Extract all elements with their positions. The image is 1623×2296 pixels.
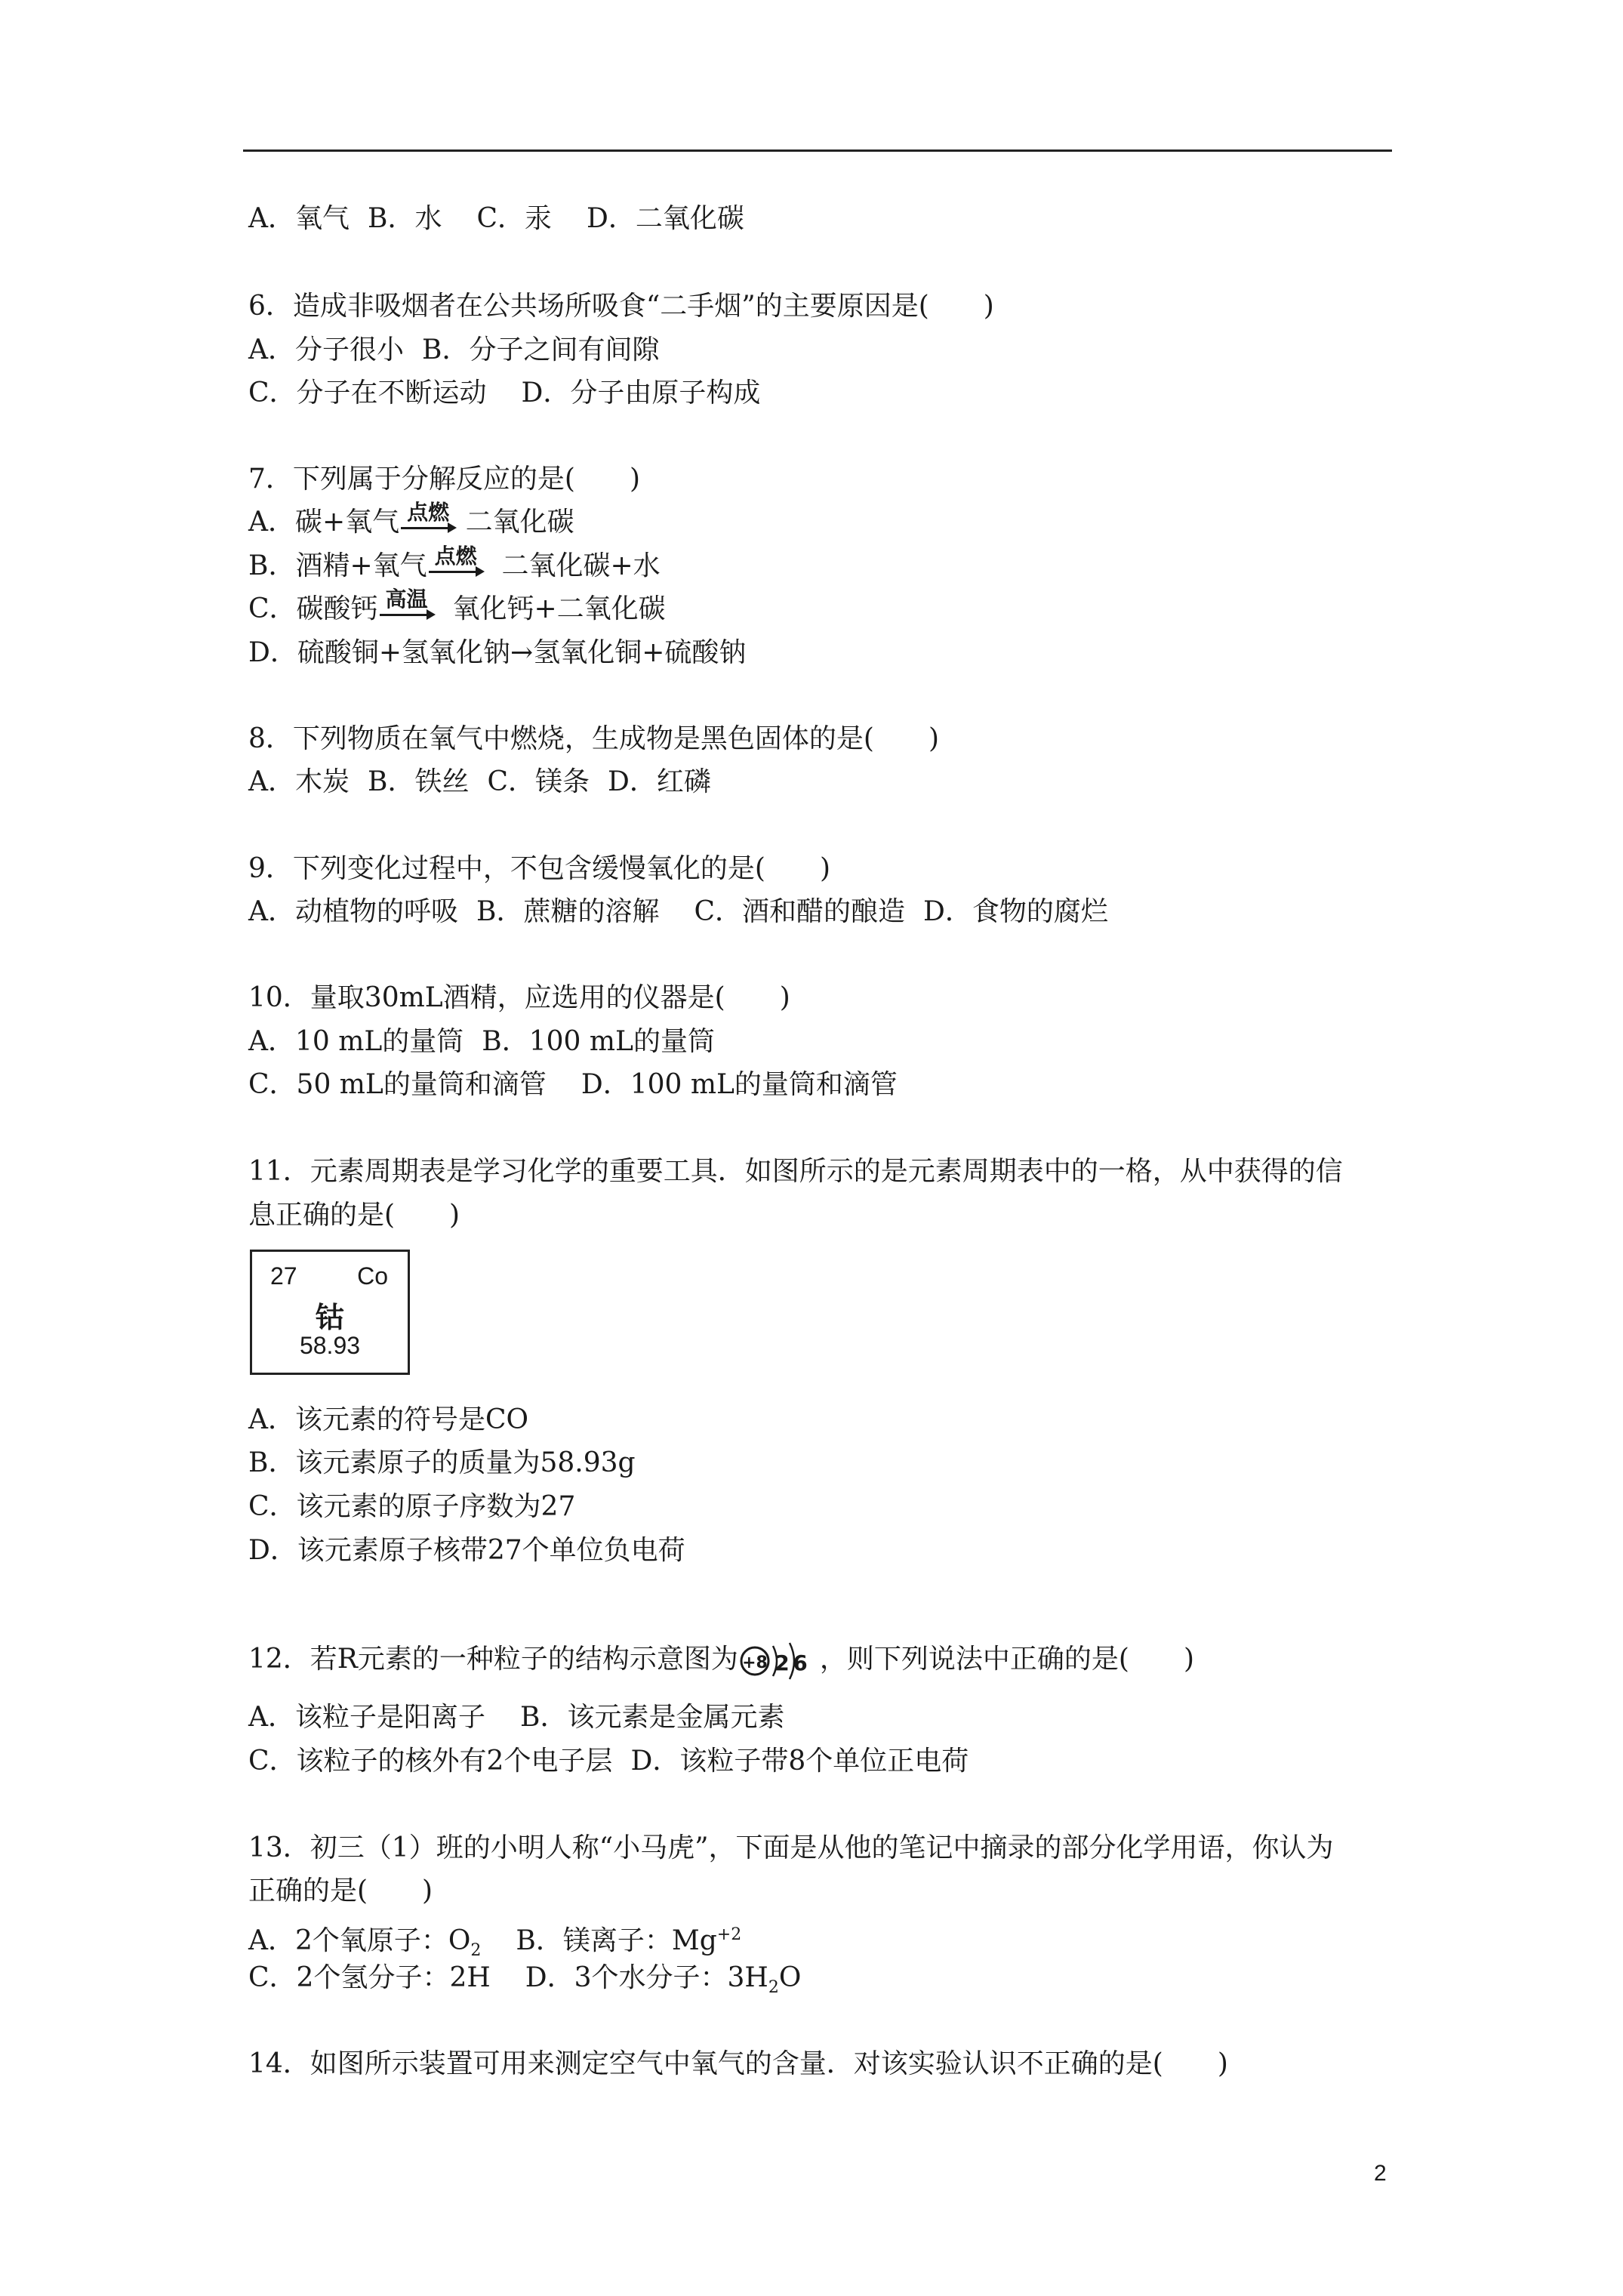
q5-options	[248, 202, 744, 236]
q11-stem-line2: 息正确的是( )	[248, 1200, 460, 1231]
q7-option-d: D．硫酸铜+氢氧化钠→氢氧化铜+硫酸钠	[248, 637, 747, 668]
q12-options-row1	[248, 1701, 784, 1734]
q5-option-c: C．汞	[476, 203, 553, 234]
q10-option-b: B．100 mL的量筒	[482, 1026, 715, 1057]
q7-option-c	[248, 587, 666, 626]
q8-option-c: C．镁条	[487, 766, 590, 797]
q9-options	[248, 895, 1108, 929]
atom-structure-diagram	[738, 1640, 820, 1682]
q5-option-d: D．二氧化碳	[587, 203, 744, 234]
q5-option-a: A．氧气	[248, 203, 350, 234]
reaction-arrow	[427, 544, 485, 583]
q10-options-row1	[248, 1025, 715, 1059]
q8-options	[248, 766, 711, 799]
q12-stem	[248, 1638, 1194, 1682]
page-number: 2	[1374, 2161, 1387, 2186]
q6-option-a: A．分子很小	[248, 334, 404, 365]
q6-option-b: B．分子之间有间隙	[422, 334, 660, 365]
q8-option-b: B．铁丝	[368, 766, 470, 797]
q12-option-a: A．该粒子是阳离子	[248, 1702, 485, 1733]
q8-option-d: D．红磷	[608, 766, 711, 797]
q10-stem: 10．量取30mL酒精，应选用的仪器是( )	[248, 982, 790, 1013]
q12-options-row2	[248, 1745, 969, 1778]
periodic-table-cell	[250, 1250, 410, 1375]
q6-options-row1	[248, 334, 659, 367]
q7-option-a	[248, 500, 574, 539]
q5-option-b: B．水	[368, 203, 442, 234]
q13-option-d: D．3个水分子：$3H_2O$	[525, 1962, 802, 1998]
q7-c-reactants: C．碳酸钙	[248, 593, 378, 624]
q11-option-b: B．该元素原子的质量为58.93g	[248, 1447, 636, 1478]
q7-a-reactants: A．碳+氧气	[248, 507, 400, 538]
q7-option-b	[248, 544, 661, 583]
q13-stem-line1: 13．初三（1）班的小明人称“小马虎”，下面是从他的笔记中摘录的部分化学用语，你认为	[248, 1832, 1334, 1863]
q7-c-products: 氧化钙+二氧化碳	[452, 593, 666, 624]
q7-b-products: 二氧化碳+水	[501, 550, 661, 581]
q13-options-row2	[248, 1962, 801, 2005]
q13-option-b: B．镁离子：$Mg^{+2}$	[516, 1925, 742, 1956]
q9-option-b: B．蔗糖的溶解	[476, 896, 660, 927]
q12-stem-post: ，则下列说法中正确的是( )	[819, 1644, 1195, 1675]
q11-stem-line1: 11．元素周期表是学习化学的重要工具．如图所示的是元素周期表中的一格，从中获得的信	[248, 1156, 1343, 1187]
reaction-condition: 点燃	[407, 500, 450, 525]
q12-option-b: B．该元素是金属元素	[520, 1702, 785, 1733]
q9-option-a: A．动植物的呼吸	[248, 896, 458, 927]
q9-option-d: D．食物的腐烂	[923, 896, 1108, 927]
q9-stem: 9．下列变化过程中，不包含缓慢氧化的是( )	[248, 853, 830, 884]
element-symbol: Co	[357, 1262, 388, 1290]
q10-options-row2	[248, 1068, 898, 1102]
q7-a-products: 二氧化碳	[465, 507, 574, 538]
q13-option-c: C．2个氢分子：2H	[248, 1962, 491, 1993]
nucleus-charge: +8	[742, 1653, 768, 1672]
reaction-condition: 高温	[385, 587, 428, 612]
q13-options-row1	[248, 1918, 741, 1968]
q12-option-d: D．该粒子带8个单位正电荷	[630, 1746, 969, 1777]
q11-option-c: C．该元素的原子序数为27	[248, 1491, 576, 1522]
q6-options-row2	[248, 377, 760, 410]
q11-option-a: A．该元素的符号是CO	[248, 1404, 529, 1435]
q9-option-c: C．酒和醋的酿造	[694, 896, 906, 927]
reaction-arrow	[378, 587, 436, 626]
shell-2-electrons: 6	[793, 1650, 808, 1675]
q6-option-c: C．分子在不断运动	[248, 378, 487, 408]
q7-stem: 7．下列属于分解反应的是( )	[248, 464, 640, 495]
q14-stem: 14．如图所示装置可用来测定空气中氧气的含量．对该实验认识不正确的是( )	[248, 2048, 1228, 2079]
q13-option-a: A．2个氧原子：$O_2$	[248, 1925, 482, 1961]
q10-option-d: D．100 mL的量筒和滴管	[581, 1069, 898, 1100]
q7-b-reactants: B．酒精+氧气	[248, 550, 427, 581]
q12-stem-pre: 12．若R元素的一种粒子的结构示意图为	[248, 1644, 738, 1675]
q11-option-d: D．该元素原子核带27个单位负电荷	[248, 1535, 685, 1566]
atomic-number: 27	[270, 1262, 297, 1290]
q12-option-c: C．该粒子的核外有2个电子层	[248, 1746, 613, 1777]
reaction-condition: 点燃	[434, 544, 477, 569]
reaction-arrow	[399, 500, 457, 539]
header-rule	[243, 149, 1392, 152]
q6-stem: 6．造成非吸烟者在公共场所吸食“二手烟”的主要原因是( )	[248, 291, 994, 322]
atomic-mass: 58.93	[299, 1332, 361, 1359]
q13-stem-line2: 正确的是( )	[248, 1875, 433, 1906]
q10-option-c: C．50 mL的量筒和滴管	[248, 1069, 547, 1100]
element-name: 钴	[315, 1302, 344, 1334]
q8-option-a: A．木炭	[248, 766, 350, 797]
q6-option-d: D．分子由原子构成	[521, 378, 761, 408]
shell-1-electrons: 2	[775, 1650, 790, 1675]
q8-stem: 8．下列物质在氧气中燃烧，生成物是黑色固体的是( )	[248, 723, 939, 754]
q10-option-a: A．10 mL的量筒	[248, 1026, 464, 1057]
